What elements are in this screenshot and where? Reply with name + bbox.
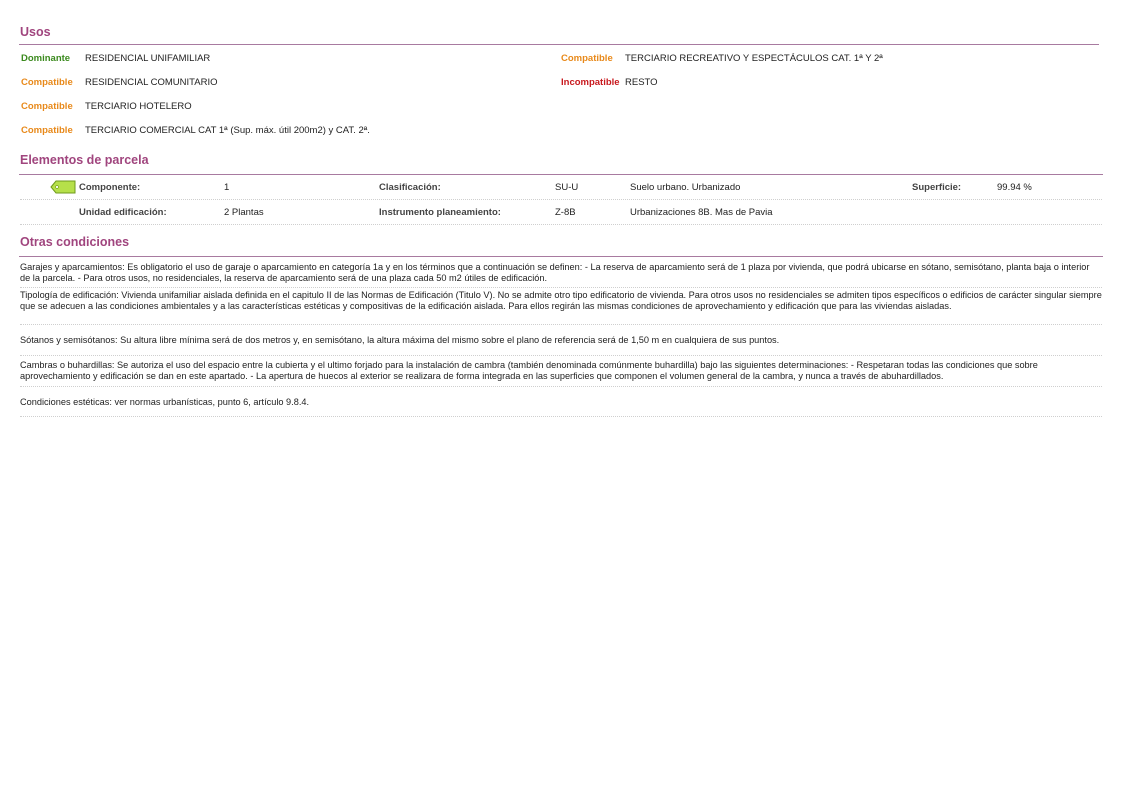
clasificacion-label: Clasificación: [379,182,441,193]
superficie-value: 99.94 % [997,182,1032,193]
condicion-esteticas: Condiciones estéticas: ver normas urbanísticas, punto 6, artículo 9.8.4. [20,397,310,407]
instrumento-label: Instrumento planeamiento: [379,207,501,218]
uso-type: Compatible [21,101,73,112]
otras-title: Otras condiciones [20,235,130,249]
unidad-value: 2 Plantas [224,207,264,218]
uso-value: TERCIARIO RECREATIVO Y ESPECTÁCULOS CAT. 1ª Y 2ª [625,53,883,64]
parcela-row-divider [20,224,1102,225]
clasificacion-code: SU-U [555,182,579,193]
condicion-cambras: Cambras o buhardillas: Se autoriza el uso del espacio entre la cubierta y el ultimo forjado para la instalación de cambra (también denominada comúnmente buhardilla) bajo las siguientes determinaciones: - Respetaran todas las condiciones que sobre aprovechamiento y edificación se dan en este apartado. - La apertura de huecos al exterior se realizara de forma integrada en las superficies que componen el volumen general de la cambra, y nunca a través de abuhardillados. [20,360,1038,381]
uso-row-compatible [21,101,192,115]
uso-type: Compatible [561,53,613,64]
otras-divider [19,256,1103,257]
uso-type: Compatible [21,77,73,88]
uso-value: TERCIARIO HOTELERO [85,101,192,112]
instrumento-code: Z-8B [555,207,576,218]
condicion-divider [20,386,1102,387]
uso-row-incompatible [561,77,658,91]
uso-row-dominante [21,53,210,67]
condicion-tipologia: Tipología de edificación: Vivienda unifamiliar aislada definida en el capitulo II de las Normas de Edificación (Titulo V). No se admite otro tipo edificatorio de vivienda. Para otros usos no residenciales se admiten tipos específicos o edificios de carácter singular siempre que se adecuen a las condiciones ambientales y a las características estéticas y compositivas de la edificación aislada. Para ellos regirán las mismas condiciones de aprovechamiento y edificación que para las viviendas aisladas. [20,290,1102,311]
superficie-label: Superficie: [912,182,962,193]
componente-label: Componente: [79,182,141,193]
usos-title: Usos [20,25,51,39]
parcela-row-divider [20,199,1102,200]
uso-row-compatible [21,125,370,139]
componente-value: 1 [224,182,230,193]
condicion-divider [20,324,1102,325]
condicion-garajes: Garajes y aparcamientos: Es obligatorio el uso de garaje o aparcamiento en categoría 1a y en los términos que a continuación se definen: - La reserva de aparcamiento será de 1 plaza por vivienda, que podrá ubicarse en sótano, semisótano, planta baja o interior de la parcela. - Para otros usos, no residenciales, la reserva de aparcamiento será de una plaza cada 50 m2 útiles de edificación. [20,262,1090,283]
condicion-divider [20,416,1102,417]
uso-row-compatible [21,77,218,91]
clasificacion-desc: Suelo urbano. Urbanizado [630,182,741,193]
usos-divider [19,44,1099,45]
uso-value: RESIDENCIAL COMUNITARIO [85,77,218,88]
condicion-divider [20,287,1102,288]
parcela-divider [19,174,1103,175]
parcela-title: Elementos de parcela [20,153,149,167]
uso-row-compatible [561,53,883,67]
uso-value: RESTO [625,77,658,88]
condicion-sotanos: Sótanos y semisótanos: Su altura libre mínima será de dos metros y, en semisótano, la altura máxima del mismo sobre el plano de referencia será de 1,50 m en cualquiera de sus puntos. [20,335,780,345]
unidad-label: Unidad edificación: [79,207,167,218]
condicion-divider [20,355,1102,356]
uso-type: Dominante [21,53,71,64]
tag-icon [50,180,76,194]
instrumento-desc: Urbanizaciones 8B. Mas de Pavia [630,207,773,218]
uso-value: TERCIARIO COMERCIAL CAT 1ª (Sup. máx. útil 200m2) y CAT. 2ª. [85,125,370,136]
uso-value: RESIDENCIAL UNIFAMILIAR [85,53,211,64]
uso-type: Compatible [21,125,73,136]
uso-type: Incompatible [561,77,620,88]
